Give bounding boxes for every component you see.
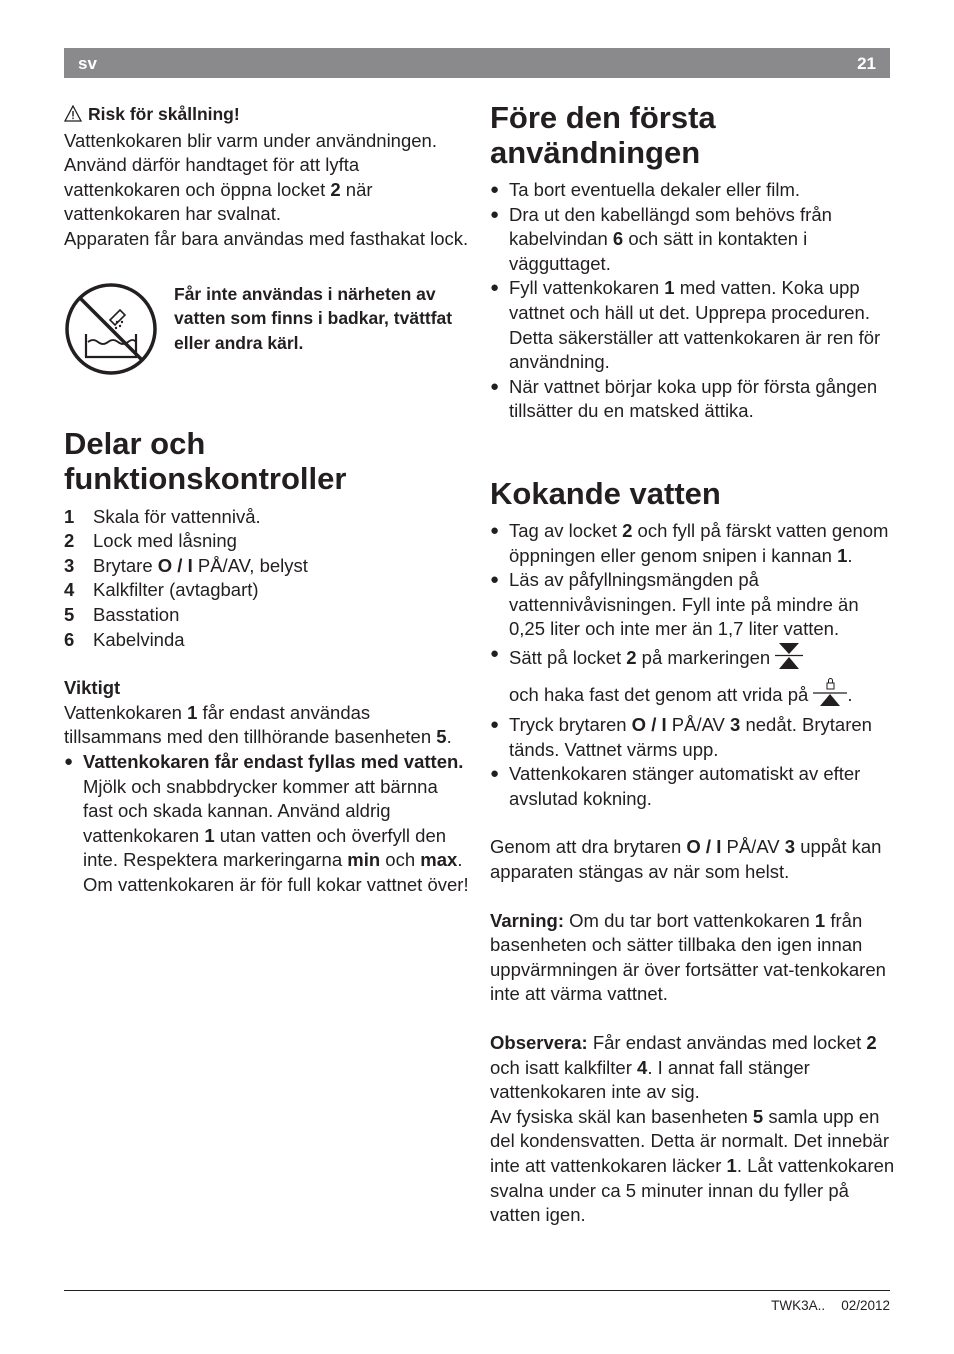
list-item: ● Vattenkokaren stänger automatiskt av efter avslutad kokning. bbox=[490, 762, 895, 811]
list-item: ● Läs av påfyllningsmängden på vattennivåvisningen. Fyll inte på mindre än 0,25 liter och inte mer än 1,7 liter vatten. bbox=[490, 568, 895, 642]
no-bath-water-icon bbox=[64, 282, 158, 383]
scald-warning-title: Risk för skållning! bbox=[64, 102, 469, 129]
marker-icon bbox=[775, 642, 803, 677]
footer-divider bbox=[64, 1290, 890, 1291]
list-item: 1 Skala för vattennivå. bbox=[64, 505, 261, 527]
list-item: 5 Basstation bbox=[64, 603, 180, 625]
list-item: ● Sätt på locket 2 på markeringen och haka fast det genom att vrida på . bbox=[490, 642, 895, 713]
language-code: sv bbox=[78, 54, 97, 73]
list-item: ● Dra ut den kabellängd som behövs från kabelvindan 6 och sätt in kontakten i vägguttaget. bbox=[490, 203, 895, 277]
left-column bbox=[64, 100, 469, 897]
list-item: 4 Kalkfilter (avtagbart) bbox=[64, 579, 259, 601]
bathwater-notice-text: Får inte användas i närheten av vatten som finns i badkar, tvättfat eller andra kärl. bbox=[174, 283, 453, 353]
list-item: ● Fyll vattenkokaren 1 med vatten. Koka upp vattnet och häll ut det. Upprepa proceduren. Detta säkerställer att vattenkokaren är ren för användning. bbox=[490, 276, 895, 374]
important-bullets bbox=[64, 750, 469, 898]
list-item: ● Tryck brytaren O / I PÅ/AV 3 nedåt. Brytaren tänds. Vattnet värms upp. bbox=[490, 713, 895, 762]
list-item: 3 Brytare O / I PÅ/AV, belyst bbox=[64, 554, 308, 576]
scald-warning-text: Vattenkokaren blir varm under användningen. Använd därför handtaget för att lyfta vattenkokaren och öppna locket 2 när vattenkokaren har svalnat. bbox=[64, 129, 437, 225]
list-item: ● Ta bort eventuella dekaler eller film. bbox=[490, 178, 895, 203]
boiling-list bbox=[490, 519, 895, 812]
list-item: 6 Kabelvinda bbox=[64, 628, 185, 650]
boiling-heading: Kokande vatten bbox=[490, 475, 721, 511]
page-header-bar bbox=[64, 48, 890, 78]
page-footer bbox=[771, 1298, 890, 1313]
switch-off-paragraph: Genom att dra brytaren O / I PÅ/AV 3 uppåt kan apparaten stängas av när som helst. bbox=[490, 836, 882, 883]
condensation-paragraph: Av fysiska skäl kan basenheten 5 samla upp en del kondensvatten. Detta är normalt. Det innebär inte att vattenkokaren läcker 1. Låt vattenkokaren svalna under ca 5 minuter innan du fyller på vatten igen. bbox=[490, 1105, 895, 1226]
list-item: ● Tag av locket 2 och fyll på färskt vatten genom öppningen eller genom snipen i kannan 1. bbox=[490, 519, 895, 568]
warning-triangle-icon bbox=[64, 104, 82, 129]
first-use-heading: Före den första användningen bbox=[490, 100, 716, 170]
list-item: ● När vattnet börjar koka upp för första gången tillsätter du en matsked ättika. bbox=[490, 375, 895, 424]
warning-paragraph: Varning: Om du tar bort vattenkokaren 1 från basenheten och sätter tillbaka den igen innan uppvärmningen är över fortsätter vat-tenkokaren inte att värma vattnet. bbox=[490, 909, 886, 1005]
lid-notice: Apparaten får bara användas med fasthakat lock. bbox=[64, 227, 469, 249]
model-number: TWK3A.. bbox=[771, 1298, 826, 1313]
important-text: Vattenkokaren 1 får endast användas tillsammans med den tillhörande basenheten 5. bbox=[64, 701, 452, 748]
page-number: 21 bbox=[857, 54, 876, 73]
lock-marker-icon bbox=[813, 677, 847, 714]
first-use-list bbox=[490, 178, 895, 424]
parts-list bbox=[64, 505, 469, 653]
list-item: 2 Lock med låsning bbox=[64, 530, 237, 552]
bathwater-notice bbox=[64, 282, 469, 382]
important-title: Viktigt bbox=[64, 677, 121, 699]
right-column bbox=[490, 100, 895, 1228]
list-item: ● Vattenkokaren får endast fyllas med vatten. Mjölk och snabbdrycker kommer att bärnna fast och skada kannan. Använd aldrig vattenkokaren 1 utan vatten och överfyll den inte. Respektera markeringarna min och max. Om vattenkokaren är för full kokar vattnet över! bbox=[64, 750, 469, 898]
parts-heading: Delar och funktionskontroller bbox=[64, 425, 347, 496]
note-paragraph: Observera: Får endast användas med locket 2 och isatt kalkfilter 4. I annat fall stänger vattenkokaren inte av sig. bbox=[490, 1032, 877, 1103]
publication-date: 02/2012 bbox=[841, 1298, 890, 1313]
